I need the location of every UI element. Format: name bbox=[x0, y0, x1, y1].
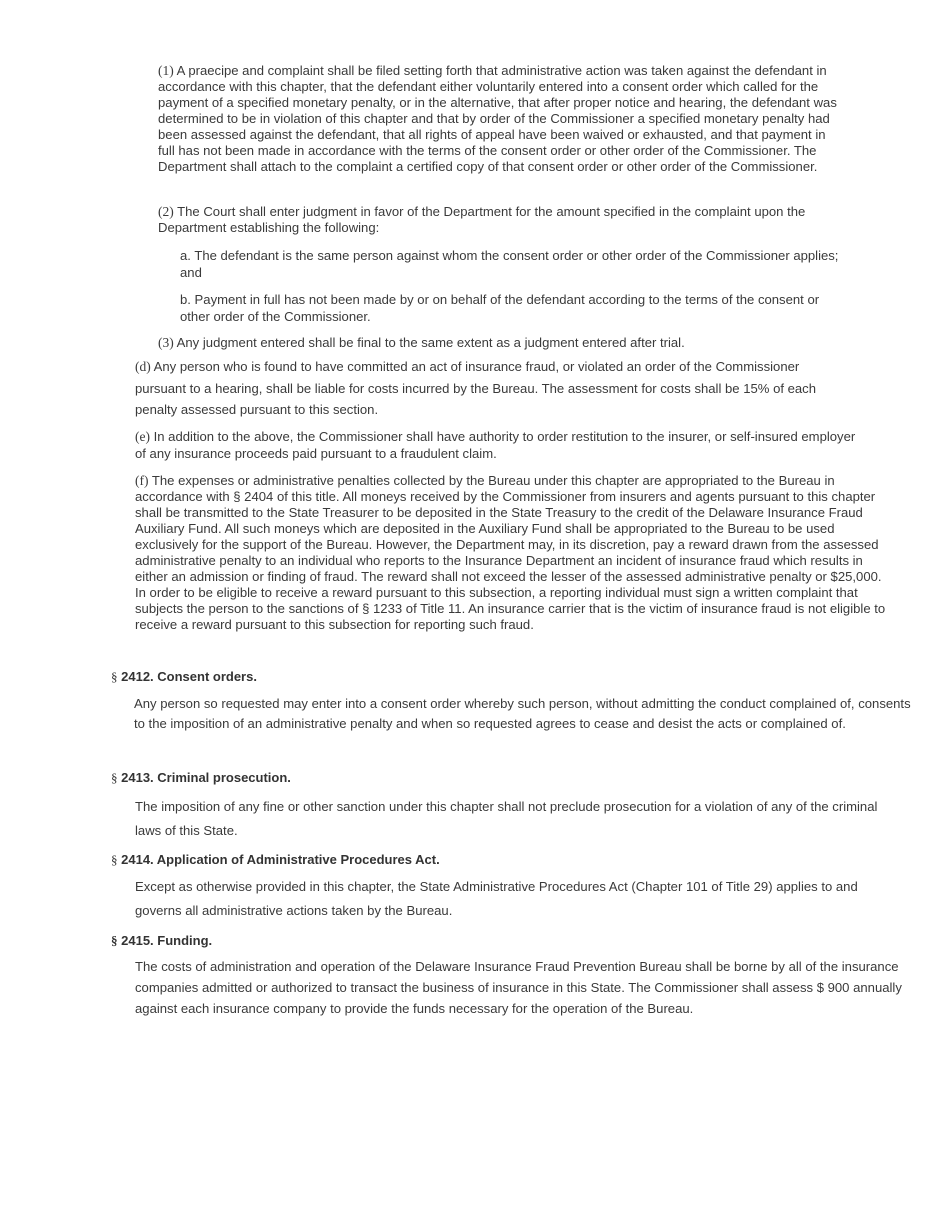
section-heading-2415 bbox=[111, 933, 212, 949]
section-symbol: § bbox=[111, 770, 118, 785]
section-symbol: § bbox=[111, 669, 118, 684]
paragraph-number: (1) bbox=[158, 63, 174, 78]
paragraph-f bbox=[135, 473, 890, 633]
paragraph-number: (f) bbox=[135, 473, 149, 488]
section-title: 2415. Funding. bbox=[121, 933, 213, 948]
paragraph-c-3 bbox=[158, 335, 848, 351]
paragraph-c-2 bbox=[158, 204, 848, 236]
paragraph-c-2-a: a. The defendant is the same person against whom the consent order or other order of the Commissioner applies; and bbox=[180, 248, 839, 280]
section-title: 2412. Consent orders. bbox=[121, 669, 257, 684]
section-symbol: § bbox=[111, 933, 118, 948]
section-heading-2413 bbox=[111, 770, 291, 786]
section-title: 2414. Application of Administrative Procedures Act. bbox=[121, 852, 440, 867]
paragraph-c-2-b: b. Payment in full has not been made by or on behalf of the defendant according to the terms of the consent or other order of the Commissioner. bbox=[180, 292, 820, 324]
paragraph-text: A praecipe and complaint shall be filed setting forth that administrative action was taken against the defendant in accordance with this chapter, that the defendant either voluntarily entered into a consent order which called for the payment of a specified monetary penalty, or in the alternative, that after proper notice and hearing, the defendant was determined to be in violation of this chapter and that by order of the Commissioner a specified monetary penalty had been assessed against the defendant, that all rights of appeal have been waived or exhausted, and that payment in full has not been made in accordance with the terms of the consent order or other order of the Commissioner. The Department shall attach to the complaint a certified copy of that consent order or other order of the Commissioner. bbox=[158, 63, 837, 174]
paragraph-number: (3) bbox=[158, 335, 174, 350]
section-symbol: § bbox=[111, 852, 118, 867]
section-2414-text: Except as otherwise provided in this chapter, the State Administrative Procedures Act (Chapter 101 of Title 29) applies to and governs all administrative actions taken by the Bureau. bbox=[135, 879, 858, 918]
paragraph-e bbox=[135, 428, 865, 462]
section-2413-text: The imposition of any fine or other sanction under this chapter shall not preclude prosecution for a violation of any of the criminal laws of this State. bbox=[135, 799, 878, 838]
section-2412-text: Any person so requested may enter into a consent order whereby such person, without admitting the conduct complained of, consents to the imposition of an administrative penalty and when so requested agrees to cease and desist the acts or complained of. bbox=[134, 696, 911, 731]
section-2415-text: The costs of administration and operation of the Delaware Insurance Fraud Prevention Bureau shall be borne by all of the insurance companies admitted or authorized to transact the business of insurance in this State. The Commissioner shall assess $ 900 annually against each insurance company to provide the funds necessary for the operation of the Bureau. bbox=[135, 959, 902, 1016]
paragraph-d bbox=[135, 356, 825, 421]
paragraph-text: The Court shall enter judgment in favor of the Department for the amount specified in the complaint upon the Department establishing the following: bbox=[158, 204, 806, 235]
paragraph-text: The expenses or administrative penalties collected by the Bureau under this chapter are appropriated to the Bureau in accordance with § 2404 of this title. All moneys received by the Commissioner from insurers and agents pursuant to this chapter shall be transmitted to the State Treasurer to be deposited in the State Treasury to the credit of the Delaware Insurance Fraud Auxiliary Fund. All such moneys which are deposited in the Auxiliary Fund shall be appropriated to the Bureau to be used exclusively for the support of the Bureau. However, the Department may, in its discretion, pay a reward drawn from the assessed administrative penalty to an individual who reports to the Insurance Department an incident of insurance fraud which results in either an admission or finding of fraud. The reward shall not exceed the lesser of the assessed administrative penalty or $25,000. In order to be eligible to receive a reward pursuant to this subsection, a reporting individual must sign a written complaint that subjects the person to the sanctions of § 1233 of Title 11. An insurance carrier that is the victim of insurance fraud is not eligible to receive a reward pursuant to this subsection for reporting such fraud. bbox=[135, 473, 886, 632]
paragraph-number: (e) bbox=[135, 429, 150, 444]
paragraph-text: In addition to the above, the Commissioner shall have authority to order restitution to the insurer, or self-insured employer of any insurance proceeds paid pursuant to a fraudulent claim. bbox=[135, 429, 856, 461]
paragraph-number: (2) bbox=[158, 204, 174, 219]
paragraph-number: (d) bbox=[135, 359, 151, 374]
paragraph-text: Any person who is found to have committed an act of insurance fraud, or violated an order of the Commissioner pursuant to a hearing, shall be liable for costs incurred by the Bureau. The assessment for costs shall be 15% of each penalty assessed pursuant to this section. bbox=[135, 359, 817, 417]
section-title: 2413. Criminal prosecution. bbox=[121, 770, 291, 785]
section-heading-2412 bbox=[111, 669, 257, 685]
paragraph-text: Any judgment entered shall be final to the same extent as a judgment entered after trial. bbox=[176, 335, 685, 350]
paragraph-c-1 bbox=[158, 63, 838, 175]
section-heading-2414 bbox=[111, 852, 440, 868]
